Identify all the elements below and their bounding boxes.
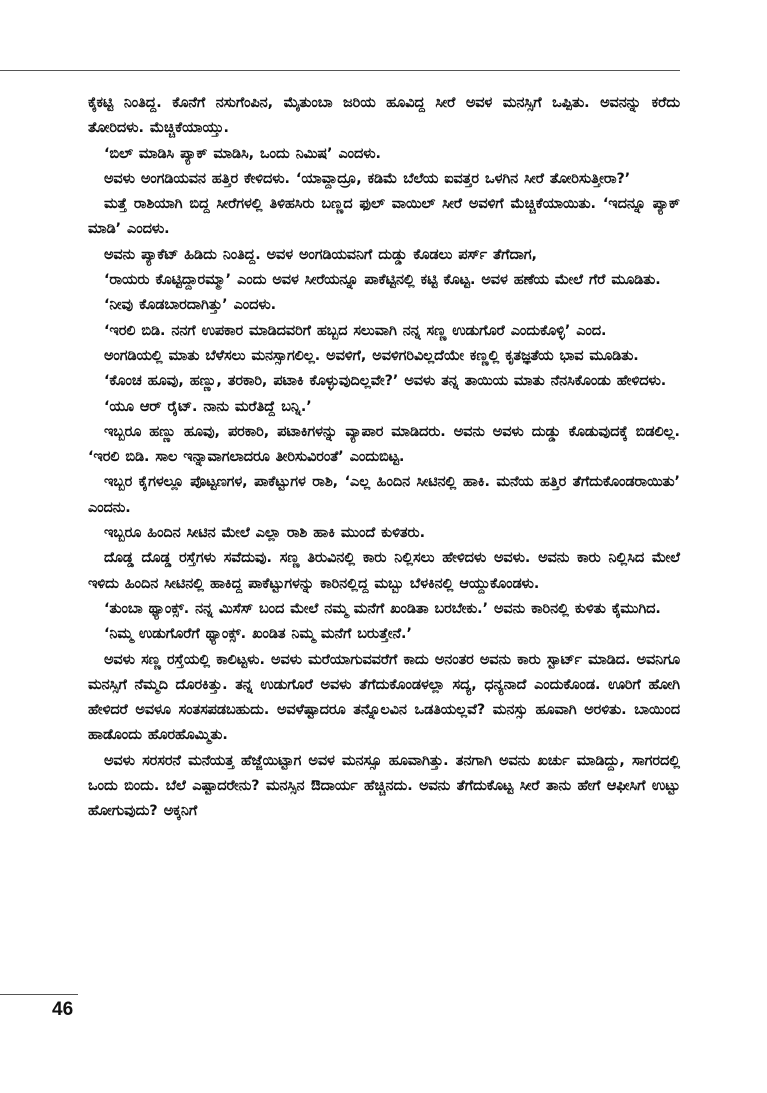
paragraph: ‘ತುಂಬಾ ಥ್ಯಾಂಕ್ಸ್. ನನ್ನ ಮಿಸೆಸ್ ಬಂದ ಮೇಲೆ ನಮ್ಮ ಮನೆಗೆ ಖಂಡಿತಾ ಬರಬೇಕು.’ ಅವನು ಕಾರಿನಲ್ಲಿ ಕುಳಿತು ಕೈಮುಗಿದ. — [104, 600, 661, 617]
paragraph: ಮತ್ತೆ ರಾಶಿಯಾಗಿ ಬಿದ್ದ ಸೀರೆಗಳಲ್ಲಿ ತಿಳಿಹಸಿರು ಬಣ್ಣದ ಫುಲ್ ವಾಯಿಲ್ ಸೀರೆ ಅವಳಿಗೆ ಮೆಚ್ಚಿಕೆಯಾಯಿತು. ‘ಇದನ್ನೂ ಪ್ಯಾಕ್ ಮಾಡಿ’ ಎಂದಳು. — [88, 196, 680, 238]
paragraph: ‘ನೀವು ಕೊಡಬಾರದಾಗಿತ್ತು’ ಎಂದಳು. — [104, 297, 277, 314]
paragraph: ‘ಬಿಲ್ ಮಾಡಿಸಿ ಪ್ಯಾಕ್ ಮಾಡಿಸಿ, ಒಂದು ನಿಮಿಷ’ ಎಂದಳು. — [104, 145, 381, 162]
paragraph: ‘ಇರಲಿ ಬಿಡಿ. ನನಗೆ ಉಪಕಾರ ಮಾಡಿದವರಿಗೆ ಹಬ್ಬದ ಸಲುವಾಗಿ ನನ್ನ ಸಣ್ಣ ಉಡುಗೊರೆ ಎಂದುಕೊಳ್ಳಿ’ ಎಂದ. — [104, 322, 607, 339]
page-number: 46 — [52, 999, 74, 1020]
paragraph: ದೊಡ್ಡ ದೊಡ್ಡ ರಸ್ತೆಗಳು ಸವೆದುವು. ಸಣ್ಣ ತಿರುವಿನಲ್ಲಿ ಕಾರು ನಿಲ್ಲಿಸಲು ಹೇಳಿದಳು ಅವಳು. ಅವನು ಕಾರು ನಿಲ್ಲಿಸಿದ ಮೇಲೆ ಇಳಿದು ಹಿಂದಿನ ಸೀಟಿನಲ್ಲಿ ಹಾಕಿದ್ದ ಪಾಕೆಟ್ಟುಗಳನ್ನು ಕಾರಿನಲ್ಲಿದ್ದ ಮಬ್ಬು ಬೆಳಕಿನಲ್ಲಿ ಆಯ್ದುಕೊಂಡಳು. — [88, 550, 680, 592]
paragraph: ಅವಳು ಅಂಗಡಿಯವನ ಹತ್ತಿರ ಕೇಳಿದಳು. ‘ಯಾವ್ದಾದ್ರೂ, ಕಡಿಮೆ ಬೆಲೆಯ ಐವತ್ತರ ಒಳಗಿನ ಸೀರೆ ತೋರಿಸುತ್ತೀರಾ?’ — [104, 170, 631, 187]
paragraph: ಅವಳು ಸರಸರನೆ ಮನೆಯತ್ತ ಹೆಜ್ಜೆಯಿಟ್ಟಾಗ ಅವಳ ಮನಸ್ಸೂ ಹೂವಾಗಿತ್ತು. ತನಗಾಗಿ ಅವನು ಖರ್ಚು ಮಾಡಿದ್ದು, ಸಾಗರದಲ್ಲಿ ಒಂದು ಬಿಂದು. ಬೆಲೆ ಎಷ್ಟಾದರೇನು? ಮನಸ್ಸಿನ ಔದಾರ್ಯ ಹೆಚ್ಚಿನದು. ಅವನು ತೆಗೆದುಕೊಟ್ಟ ಸೀರೆ ತಾನು ಹೇಗೆ ಆಫೀಸಿಗೆ ಉಟ್ಟು ಹೋಗುವುದು? ಅಕ್ಕನಿಗೆ — [88, 752, 680, 820]
paragraph: ‘ಯೂ ಆರ್ ರೈಟ್. ನಾನು ಮರೆತಿದ್ದೆ ಬನ್ನಿ.’ — [104, 398, 312, 415]
footer-rule — [0, 994, 78, 995]
paragraph: ಇಬ್ಬರೂ ಹಣ್ಣು ಹೂವು, ಪರಕಾರಿ, ಪಟಾಕಿಗಳನ್ನು ವ್ಯಾಪಾರ ಮಾಡಿದರು. ಅವನು ಅವಳು ದುಡ್ಡು ಕೊಡುವುದಕ್ಕೆ ಬಿಡಲಿಲ್ಲ. ‘ಇರಲಿ ಬಿಡಿ. ಸಾಲ ಇನ್ನಾವಾಗಲಾದರೂ ತೀರಿಸುವಿರಂತೆ’ ಎಂದುಬಿಟ್ಟ. — [88, 423, 680, 466]
paragraph: ಕೈಕಟ್ಟಿ ನಿಂತಿದ್ದ. ಕೊನೆಗೆ ನಸುಗೆಂಪಿನ, ಮೈತುಂಬಾ ಜರಿಯ ಹೂವಿದ್ದ ಸೀರೆ ಅವಳ ಮನಸ್ಸಿಗೆ ಒಪ್ಪಿತು. ಅವನನ್ನು ಕರೆದು ತೋರಿದಳು. ಮೆಚ್ಚಿಕೆಯಾಯ್ತು. — [88, 95, 680, 137]
paragraph: ಅಂಗಡಿಯಲ್ಲಿ ಮಾತು ಬೆಳೆಸಲು ಮನಸ್ಸಾಗಲಿಲ್ಲ. ಅವಳಿಗೆ, ಅವಳಿಗರಿವಿಲ್ಲದೆಯೇ ಕಣ್ಣಲ್ಲಿ ಕೃತಜ್ಞತೆಯ ಭಾವ ಮೂಡಿತು. — [104, 347, 639, 364]
story-text — [88, 91, 680, 825]
header-rule — [0, 70, 680, 71]
paragraph: ಅವಳು ಸಣ್ಣ ರಸ್ತೆಯಲ್ಲಿ ಕಾಲಿಟ್ಟಳು. ಅವಳು ಮರೆಯಾಗುವವರೆಗೆ ಕಾದು ಅನಂತರ ಅವನು ಕಾರು ಸ್ಟಾರ್ಟ್ ಮಾಡಿದ. ಅವನಿಗೂ ಮನಸ್ಸಿಗೆ ನೆಮ್ಮದಿ ದೊರಕಿತ್ತು. ತನ್ನ ಉಡುಗೊರೆ ಅವಳು ತೆಗೆದುಕೊಂಡಳಲ್ಲಾ ಸದ್ಯ, ಧನ್ಯನಾದೆ ಎಂದುಕೊಂಡ. ಊರಿಗೆ ಹೋಗಿ ಹೇಳಿದರೆ ಅವಳೂ ಸಂತಸಪಡಬಹುದು. ಅವಳೆಷ್ಟಾದರೂ ತನ್ನೊಲವಿನ ಒಡತಿಯಲ್ಲವೆ? ಮನಸ್ಸು ಹೂವಾಗಿ ಅರಳಿತು. ಬಾಯಿಂದ ಹಾಡೊಂದು ಹೊರಹೊಮ್ಮಿತು. — [88, 651, 680, 744]
paragraph: ಅವನು ಪ್ಯಾಕೆಟ್ ಹಿಡಿದು ನಿಂತಿದ್ದ. ಅವಳ ಅಂಗಡಿಯವನಿಗೆ ದುಡ್ಡು ಕೊಡಲು ಪರ್ಸ್ ತೆಗೆದಾಗ, — [104, 246, 537, 263]
paragraph: ‘ರಾಯರು ಕೊಟ್ಟಿದ್ದಾರಮ್ಮಾ’ ಎಂದು ಅವಳ ಸೀರೆಯನ್ನೂ ಪಾಕೆಟ್ಟಿನಲ್ಲಿ ಕಟ್ಟಿ ಕೊಟ್ಟ. ಅವಳ ಹಣೆಯ ಮೇಲೆ ಗೆರೆ ಮೂಡಿತು. — [104, 272, 661, 289]
paragraph: ಇಬ್ಬರೂ ಹಿಂದಿನ ಸೀಟಿನ ಮೇಲೆ ಎಲ್ಲಾ ರಾಶಿ ಹಾಕಿ ಮುಂದೆ ಕುಳಿತರು. — [104, 525, 426, 542]
paragraph: ಇಬ್ಬರ ಕೈಗಳಲ್ಲೂ ಪೊಟ್ಟಣಗಳ, ಪಾಕೆಟ್ಟುಗಳ ರಾಶಿ, ‘ಎಲ್ಲ ಹಿಂದಿನ ಸೀಟಿನಲ್ಲಿ ಹಾಕಿ. ಮನೆಯ ಹತ್ತಿರ ತೆಗೆದುಕೊಂಡರಾಯಿತು’ ಎಂದನು. — [88, 474, 680, 516]
paragraph: ‘ಕೊಂಚ ಹೂವು, ಹಣ್ಣು, ತರಕಾರಿ, ಪಟಾಕಿ ಕೊಳ್ಳುವುದಿಲ್ಲವೇ?’ ಅವಳು ತನ್ನ ತಾಯಿಯ ಮಾತು ನೆನಸಿಕೊಂಡು ಹೇಳಿದಳು. — [104, 373, 667, 390]
paragraph: ‘ನಿಮ್ಮ ಉಡುಗೊರೆಗೆ ಥ್ಯಾಂಕ್ಸ್. ಖಂಡಿತ ನಿಮ್ಮ ಮನೆಗೆ ಬರುತ್ತೇನೆ.’ — [104, 626, 412, 643]
